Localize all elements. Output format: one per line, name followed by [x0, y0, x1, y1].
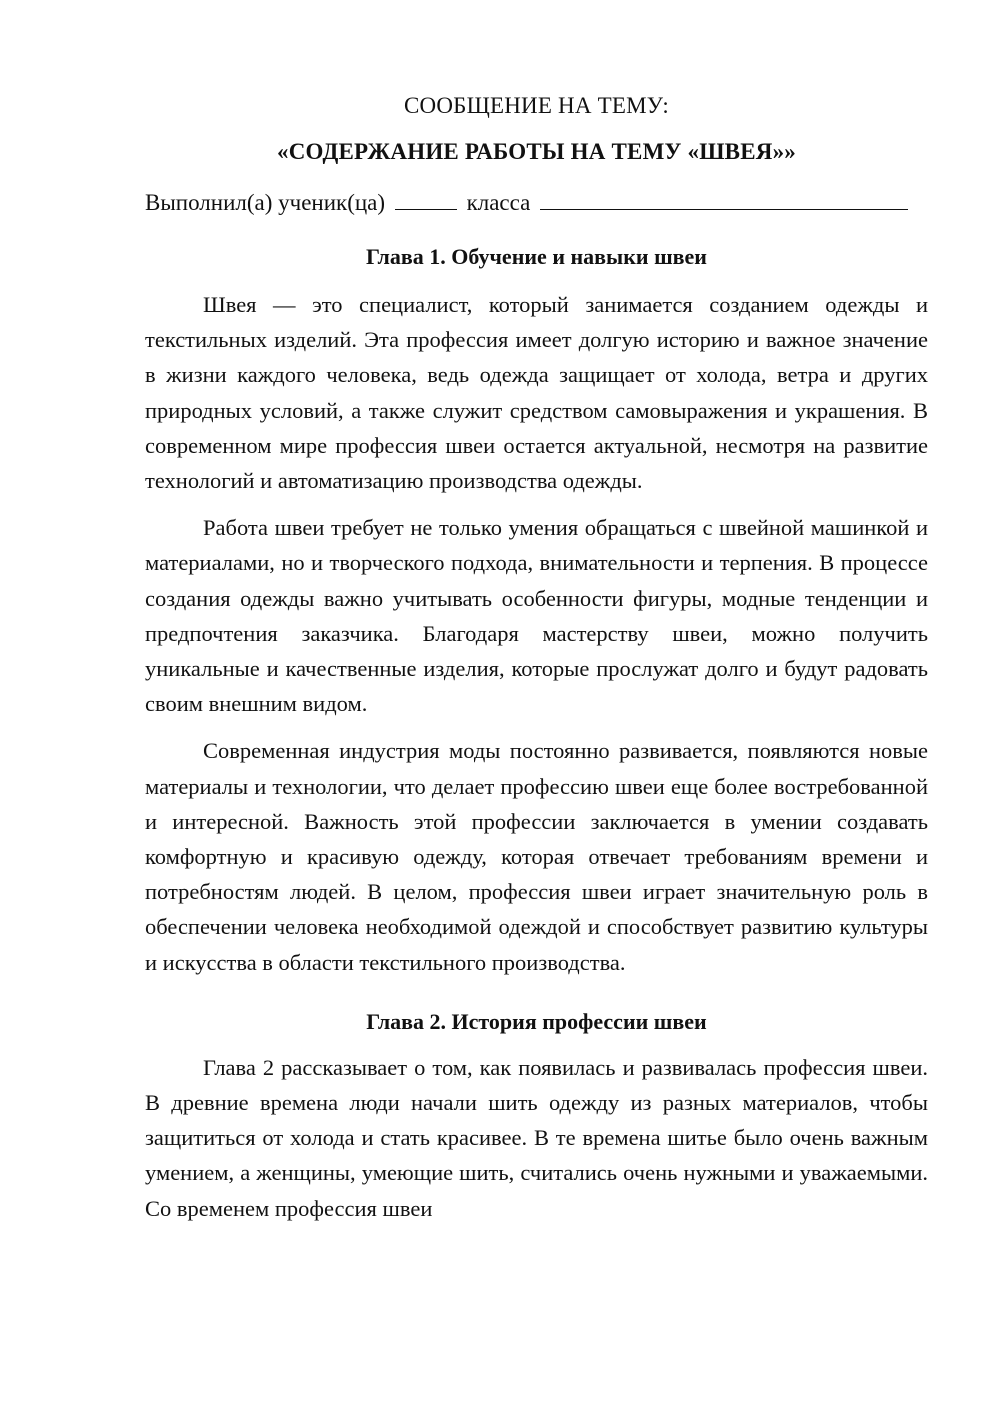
class-number-blank — [395, 189, 457, 210]
signature-line — [145, 188, 928, 218]
paragraph: Глава 2 рассказывает о том, как появилась и развивалась профессия швеи. В древние времена люди начали шить одежду из разных материалов, чтобы защититься от холода и стать красивее. В те времена шитье было очень важным умением, а женщины, умеющие шить, считались очень нужными и уважаемыми. Со временем профессия швеи — [145, 1054, 928, 1221]
document-title-line-1: СООБЩЕНИЕ НА ТЕМУ: — [404, 93, 669, 118]
chapter-1 — [145, 243, 928, 980]
chapter-heading: Глава 2. История профессии швеи — [366, 1008, 707, 1034]
signature-class-word: класса — [466, 190, 531, 215]
student-name-blank — [540, 189, 908, 210]
signature-prefix: Выполнил(а) ученик(ца) — [145, 190, 386, 215]
document-title-line-2: «СОДЕРЖАНИЕ РАБОТЫ НА ТЕМУ «ШВЕЯ»» — [277, 139, 796, 164]
chapter-2 — [145, 1008, 928, 1226]
paragraph: Современная индустрия моды постоянно развивается, появляются новые материалы и технологии, что делает профессию швеи еще более востребованной и интересной. Важность этой профессии заключается в умении создавать комфортную и красивую одежду, которая отвечает требованиям времени и потребностям людей. В целом, профессия швеи играет значительную роль в обеспечении человека необходимой одеждой и способствует развитию культуры и искусства в области текстильного производства. — [145, 738, 928, 975]
paragraph: Швея — это специалист, который занимается созданием одежды и текстильных изделий. Эта профессия имеет долгую историю и важное значение в жизни каждого человека, ведь одежда защищает от холода, ветра и других природных условий, а также служит средством самовыражения и украшения. В современном мире профессия швеи остается актуальной, несмотря на развитие технологий и автоматизацию производства одежды. — [145, 292, 928, 494]
chapter-heading: Глава 1. Обучение и навыки швеи — [366, 244, 707, 269]
paragraph: Работа швеи требует не только умения обращаться с швейной машинкой и материалами, но и творческого подхода, внимательности и терпения. В процессе создания одежды важно учитывать особенности фигуры, модные тенденции и предпочтения заказчика. Благодаря мастерству швеи, можно получить уникальные и качественные изделия, которые прослужат долго и будут радовать своим внешним видом. — [145, 515, 928, 717]
